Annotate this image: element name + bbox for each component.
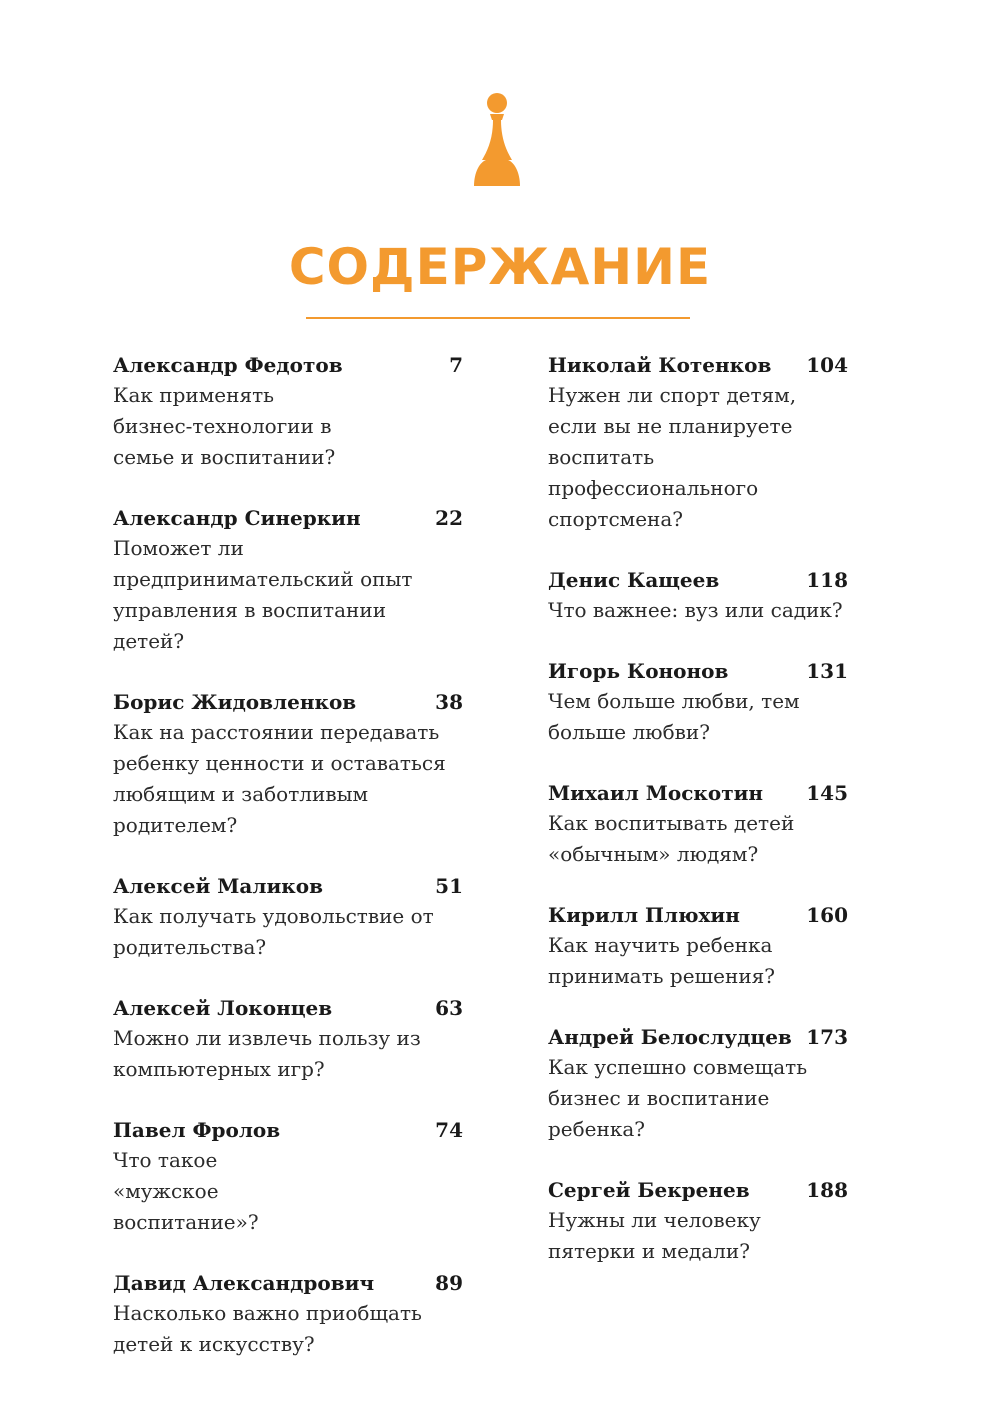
entry-author: Алексей Локонцев (113, 996, 333, 1020)
toc-entry[interactable] (548, 350, 848, 535)
entry-page-number: 160 (806, 903, 848, 927)
toc-entry[interactable] (548, 656, 848, 748)
entry-page-number: 89 (435, 1271, 463, 1295)
entry-author: Андрей Белослудцев (548, 1025, 792, 1049)
toc-entry[interactable] (113, 1268, 463, 1360)
entry-question: Как успешно совмещать бизнес и воспитание ребенка? (548, 1055, 808, 1141)
title-underline (306, 317, 690, 319)
toc-entry[interactable] (548, 778, 848, 870)
entry-question: Как воспитывать детей «обычным» людям? (548, 811, 795, 866)
entry-author: Игорь Кононов (548, 659, 729, 683)
entry-author: Кирилл Плюхин (548, 903, 740, 927)
toc-entry[interactable] (548, 1022, 848, 1145)
toc-entry[interactable] (113, 871, 463, 963)
entry-question: Что такое «мужское воспитание»? (113, 1148, 259, 1234)
entry-author: Павел Фролов (113, 1118, 281, 1142)
toc-entry[interactable] (113, 687, 463, 841)
entry-question: Можно ли извлечь пользу из компьютерных игр? (113, 1026, 421, 1081)
pawn-icon (468, 90, 526, 190)
entry-question: Как на расстоянии передавать ребенку ценности и оставаться любящим и заботливым родителем? (113, 720, 446, 837)
entry-author: Николай Котенков (548, 353, 772, 377)
entry-page-number: 131 (806, 659, 848, 683)
entry-question: Нужны ли человеку пятерки и медали? (548, 1208, 761, 1263)
toc-entry[interactable] (548, 900, 848, 992)
entry-question: Как научить ребенка принимать решения? (548, 933, 775, 988)
entry-author: Давид Александрович (113, 1271, 375, 1295)
toc-column-left (113, 350, 463, 1390)
toc-entry[interactable] (113, 993, 463, 1085)
entry-question: Нужен ли спорт детям, если вы не планируете воспитать профессионального спортсмена? (548, 383, 797, 531)
page-title: СОДЕРЖАНИЕ (288, 238, 712, 296)
entry-page-number: 188 (806, 1178, 848, 1202)
entry-author: Михаил Москотин (548, 781, 764, 805)
toc-entry[interactable] (113, 350, 463, 473)
entry-page-number: 7 (449, 353, 463, 377)
entry-author: Алексей Маликов (113, 874, 323, 898)
entry-question: Что важнее: вуз или садик? (548, 598, 843, 622)
entry-author: Александр Федотов (113, 353, 343, 377)
entry-question: Как получать удовольствие от родительства? (113, 904, 434, 959)
entry-page-number: 173 (806, 1025, 848, 1049)
entry-page-number: 22 (435, 506, 463, 530)
entry-page-number: 38 (435, 690, 463, 714)
toc-column-right (548, 350, 848, 1297)
entry-author: Александр Синеркин (113, 506, 361, 530)
entry-page-number: 118 (806, 568, 848, 592)
entry-author: Борис Жидовленков (113, 690, 357, 714)
entry-page-number: 145 (806, 781, 848, 805)
entry-question: Насколько важно приобщать детей к искусству? (113, 1301, 422, 1356)
entry-page-number: 63 (435, 996, 463, 1020)
entry-question: Чем больше любви, тем больше любви? (548, 689, 800, 744)
entry-question: Поможет ли предпринимательский опыт управления в воспитании детей? (113, 536, 413, 653)
toc-entry[interactable] (548, 565, 848, 626)
entry-author: Сергей Бекренев (548, 1178, 750, 1202)
entry-page-number: 104 (806, 353, 848, 377)
entry-page-number: 74 (435, 1118, 463, 1142)
entry-author: Денис Кащеев (548, 568, 720, 592)
toc-entry[interactable] (113, 503, 463, 657)
toc-entry[interactable] (548, 1175, 848, 1267)
toc-entry[interactable] (113, 1115, 463, 1238)
entry-page-number: 51 (435, 874, 463, 898)
entry-question: Как применять бизнес-технологии в семье и воспитании? (113, 383, 336, 469)
